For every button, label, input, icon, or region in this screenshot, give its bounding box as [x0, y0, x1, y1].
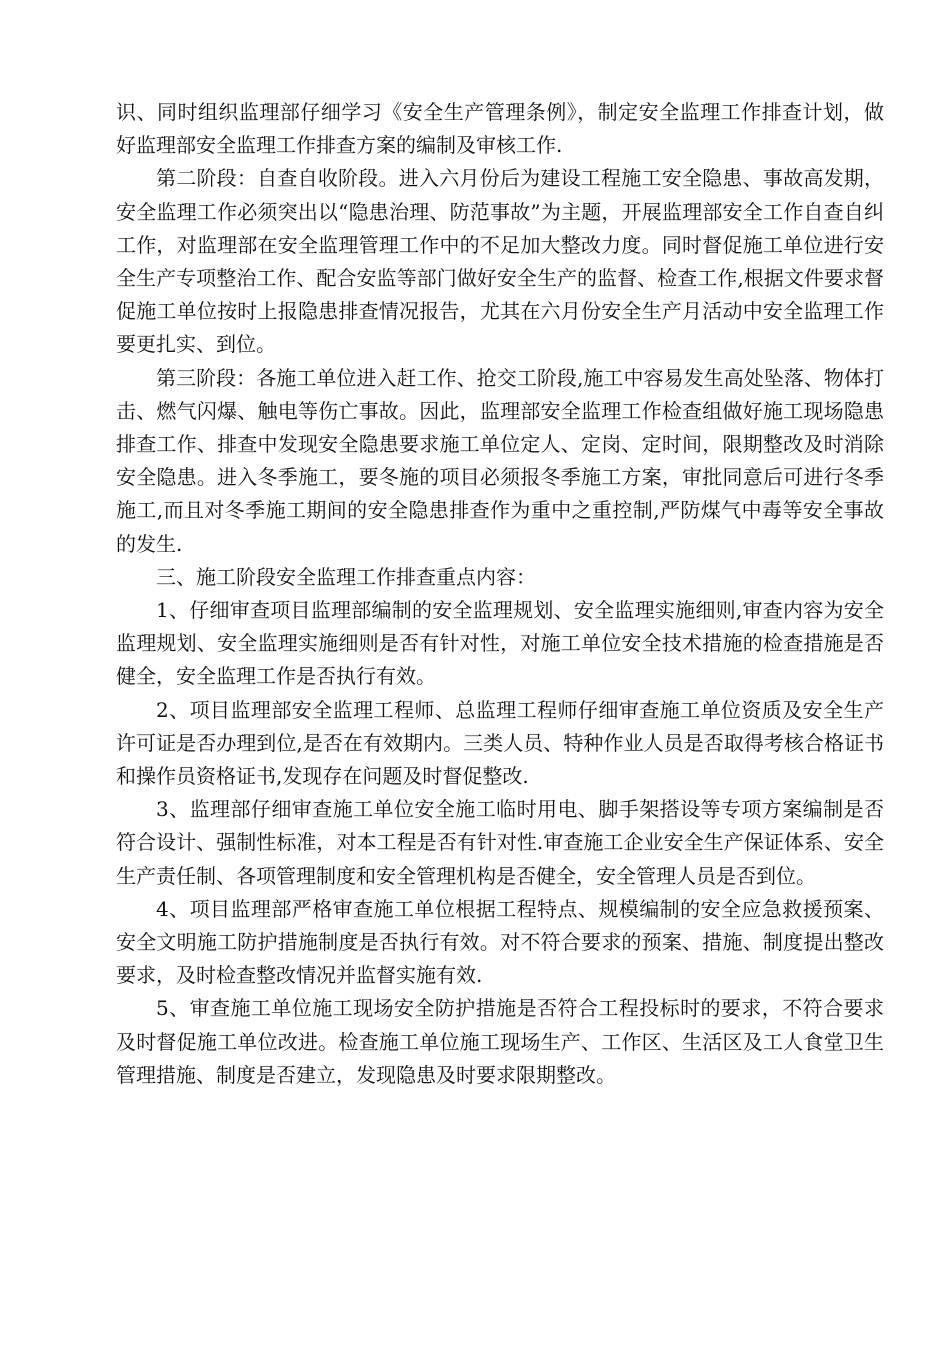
- list-item-1: 1、仔细审查项目监理部编制的安全监理规划、安全监理实施细则,审查内容为安全监理规划、安全监理实施细则是否有针对性，对施工单位安全技术措施的检查措施是否健全，安全监理工作是否执行有效。: [116, 598, 884, 689]
- section-heading: 三、施工阶段安全监理工作排查重点内容：: [156, 564, 536, 589]
- list-item-2: 2、项目监理部安全监理工程师、总监理工程师仔细审查施工单位资质及安全生产许可证是否办理到位,是否在有效期内。三类人员、特种作业人员是否取得考核合格证书和操作员资格证书,发现存在问题及时督促整改.: [116, 697, 884, 789]
- paragraph-3: 第三阶段：各施工单位进入赶工作、抢交工阶段,施工中容易发生高处坠落、物体打击、燃气闪爆、触电等伤亡事故。因此，监理部安全监理工作检查组做好施工现场隐患排查工作、排查中发现安全隐患要求施工单位定人、定岗、定时间，限期整改及时消除安全隐患。进入冬季施工，要冬施的项目必须报冬季施工方案，审批同意后可进行冬季施工,而且对冬季施工期间的安全隐患排查作为重中之重控制,严防煤气中毒等安全事故的发生.: [116, 365, 884, 556]
- document-page: [116, 96, 884, 1092]
- list-item-3: 3、监理部仔细审查施工单位安全施工临时用电、脚手架搭设等专项方案编制是否符合设计、强制性标准，对本工程是否有针对性.审查施工企业安全生产保证体系、安全生产责任制、各项管理制度和安全管理机构是否健全，安全管理人员是否到位。: [116, 797, 884, 888]
- paragraph-2: 第二阶段：自查自收阶段。进入六月份后为建设工程施工安全隐患、事故高发期，安全监理工作必须突出以“隐患治理、防范事故”为主题，开展监理部安全工作自查自纠工作，对监理部在安全监理管理工作中的不足加大整改力度。同时督促施工单位进行安全生产专项整治工作、配合安监等部门做好安全生产的监督、检查工作,根据文件要求督促施工单位按时上报隐患排查情况报告，尤其在六月份安全生产月活动中安全监理工作要更扎实、到位。: [116, 166, 884, 357]
- paragraph-1: 识、同时组织监理部仔细学习《安全生产管理条例》，制定安全监理工作排查计划，做好监理部安全监理工作排查方案的编制及审核工作.: [116, 100, 884, 158]
- list-item-5: 5、审查施工单位施工现场安全防护措施是否符合工程投标时的要求，不符合要求及时督促施工单位改进。检查施工单位施工现场生产、工作区、生活区及工人食堂卫生管理措施、制度是否建立，发现隐患及时要求限期整改。: [116, 996, 884, 1087]
- list-item-4: 4、项目监理部严格审查施工单位根据工程特点、规模编制的安全应急救援预案、安全文明施工防护措施制度是否执行有效。对不符合要求的预案、措施、制度提出整改要求，及时检查整改情况并监督实施有效.: [116, 896, 884, 988]
